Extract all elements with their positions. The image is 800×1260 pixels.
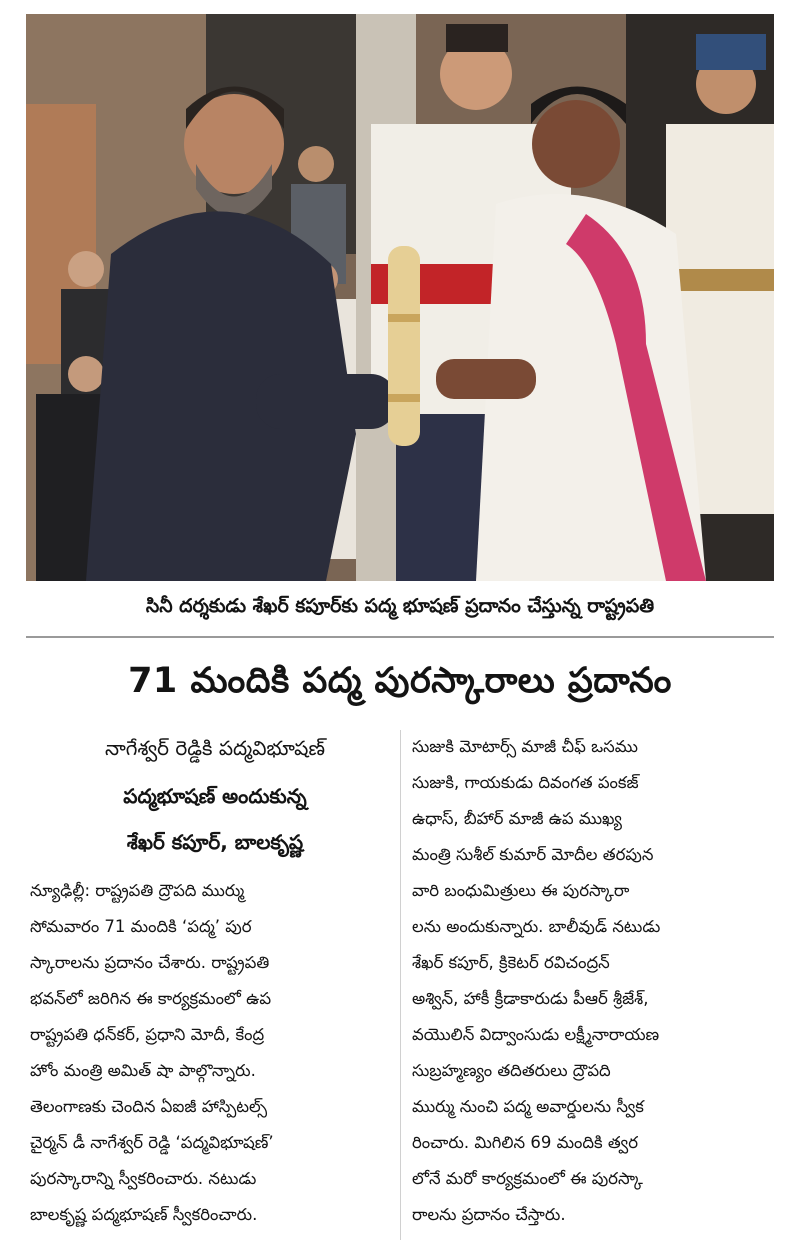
body-line: ముర్ము నుంచి పద్మ అవార్డులను స్వీక [412, 1097, 644, 1116]
body-line: స్కారాలను ప్రదానం చేశారు. రాష్ట్రపతి [30, 953, 270, 972]
body-line: సోమవారం 71 మందికి ‘పద్మ’ పుర [30, 917, 252, 936]
body-line: లను అందుకున్నారు. బాలీవుడ్ నటుడు [412, 917, 661, 936]
body-line: వారి బంధుమిత్రులు ఈ పురస్కారా [412, 881, 630, 900]
body-line: లోనే మరో కార్యక్రమంలో ఈ పురస్కా [412, 1169, 643, 1188]
subhead: శేఖర్ కపూర్, బాలకృష్ణ [126, 829, 304, 854]
body-line: భవన్‌లో జరిగిన ఈ కార్యక్రమంలో ఉప [30, 989, 272, 1008]
divider [26, 636, 774, 638]
body-line: ఉధాస్, బీహార్ మాజీ ఉప ముఖ్య [412, 809, 622, 828]
award-ceremony-photo [26, 14, 774, 581]
body-line: చైర్మన్ డీ నాగేశ్వర్ రెడ్డి ‘పద్మవిభూషణ్’ [30, 1133, 274, 1152]
subhead: నాగేశ్వర్ రెడ్డికి పద్మవిభూషణ్ [105, 735, 325, 760]
body-line: న్యూఢిల్లీ: రాష్ట్రపతి ద్రౌపది ముర్ము [30, 881, 245, 900]
body-line: తెలంగాణకు చెందిన ఏఐజీ హాస్పిటల్స్ [30, 1097, 268, 1116]
body-line: అశ్విన్, హాకీ క్రీడాకారుడు పీఆర్ శ్రీజేశ్, [412, 989, 649, 1008]
body-line: రించారు. మిగిలిన 69 మందికి త్వర [412, 1133, 638, 1152]
subhead: పద్మభూషణ్ అందుకున్న [123, 783, 307, 808]
body-line: సుబ్రహ్మణ్యం తదితరులు ద్రౌపది [412, 1061, 611, 1080]
body-line: వయొలిన్ విద్వాంసుడు లక్ష్మీనారాయణ [412, 1025, 660, 1044]
body-line: రాష్ట్రపతి ధన్‌కర్, ప్రధాని మోదీ, కేంద్ర [30, 1025, 265, 1044]
body-line: పురస్కారాన్ని స్వీకరించారు. నటుడు [30, 1169, 257, 1188]
body-line: మంత్రి సుశీల్ కుమార్ మోదీల తరపున [412, 845, 654, 864]
body-line: బాలకృష్ణ పద్మభూషణ్ స్వీకరించారు. [30, 1205, 258, 1224]
column-divider [400, 730, 401, 1240]
body-line: సుజుకి, గాయకుడు దివంగత పంకజ్ [412, 773, 639, 792]
body-line: శేఖర్ కపూర్, క్రికెటర్ రవిచంద్రన్ [412, 953, 610, 972]
body-line: సుజుకి మోటార్స్ మాజీ చీఫ్ ఒసము [412, 737, 638, 756]
body-line: హోం మంత్రి అమిత్ షా పాల్గొన్నారు. [30, 1061, 256, 1080]
headline: 71 మందికి పద్మ పురస్కారాలు ప్రదానం [128, 661, 672, 701]
body-line: రాలను ప్రదానం చేస్తారు. [412, 1205, 566, 1224]
photo-caption: సినీ దర్శకుడు శేఖర్ కపూర్‌కు పద్మ భూషణ్ ప్రదానం చేస్తున్న రాష్ట్రపతి [145, 594, 655, 617]
